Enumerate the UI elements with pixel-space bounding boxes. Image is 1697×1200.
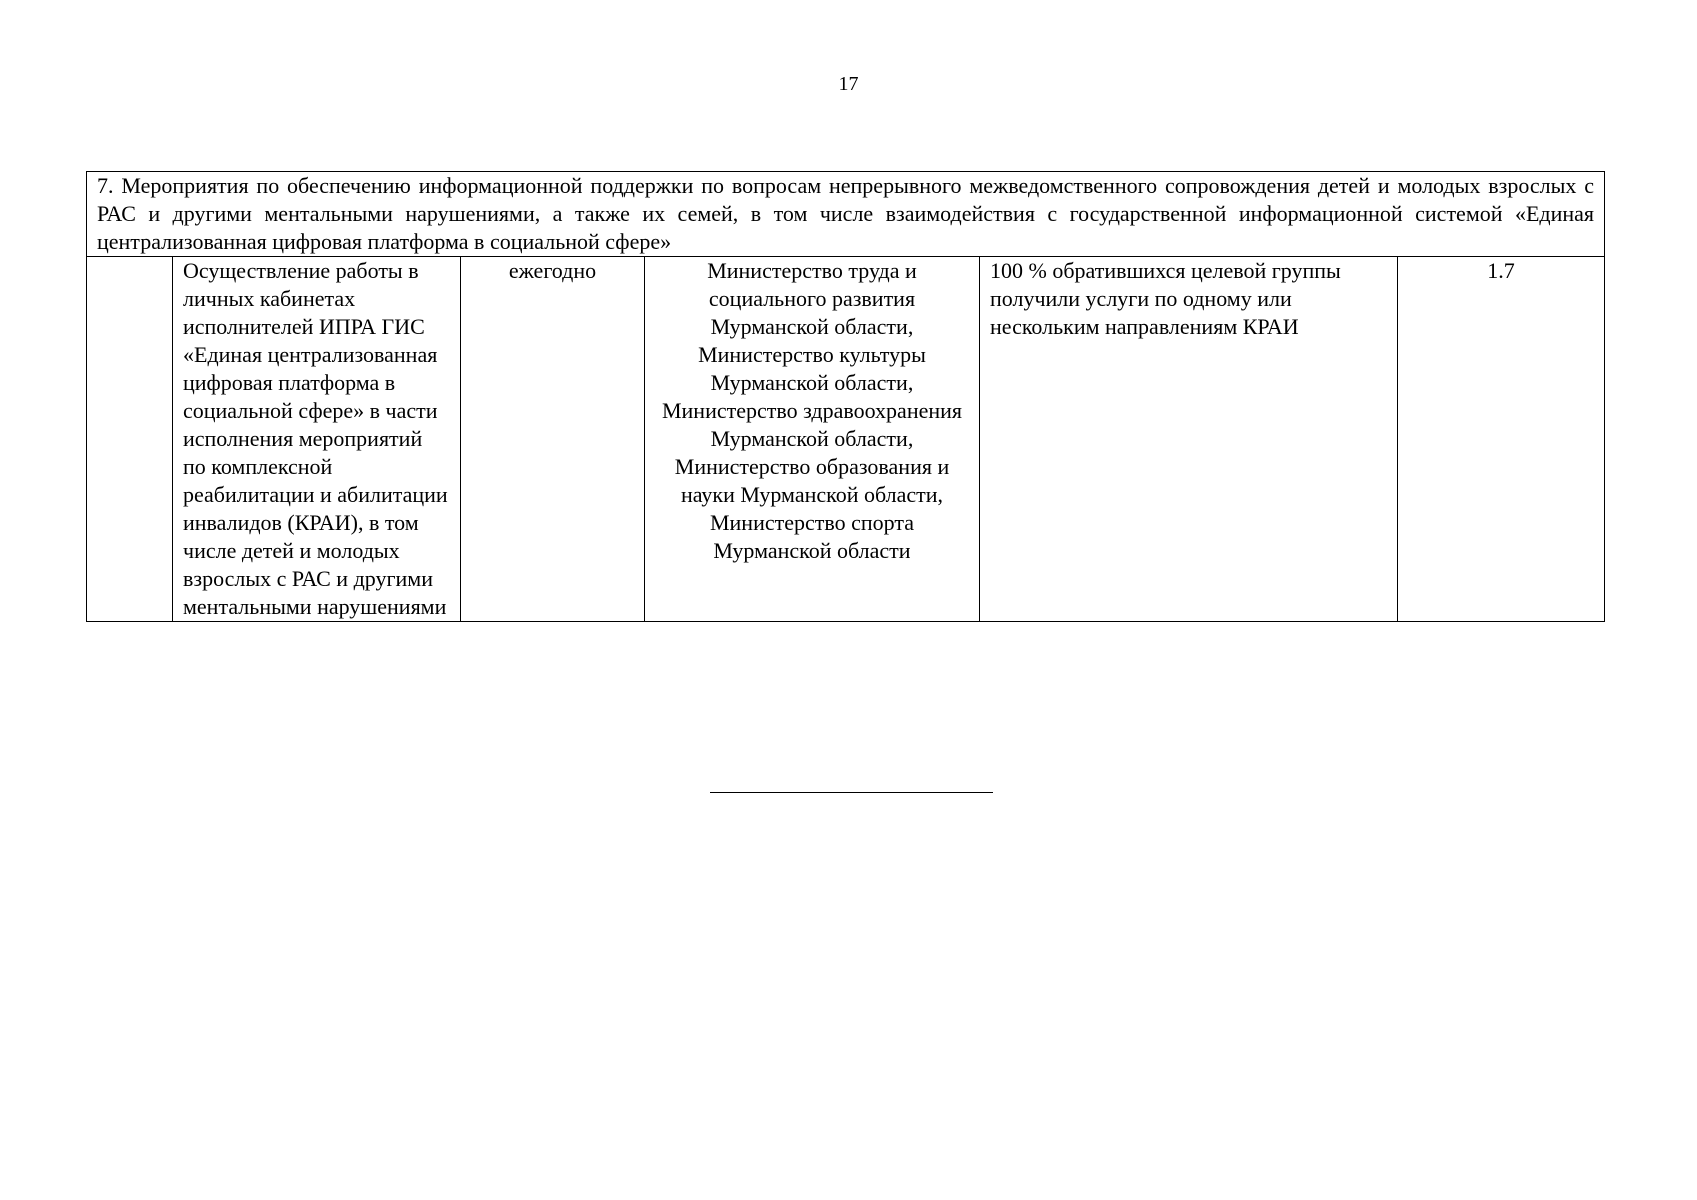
page-number: 17 [838,73,859,95]
executors-cell: Министерство труда и социального развития Мурманской области, Министерство культуры Мурманской области, Министерство здравоохранения Мурманской области, Министерство образования и науки Мурманской области, Министерство спорта Мурманской области [645,257,980,622]
reference-cell: 1.7 [1398,257,1605,622]
period-cell: ежегодно [461,257,645,622]
row-number-cell [87,257,173,622]
measures-table [86,171,1605,622]
table-row [87,257,1605,622]
result-cell: 100 % обратившихся целевой группы получили услуги по одному или нескольким направлениям КРАИ [980,257,1398,622]
activity-cell: Осуществление работы в личных кабинетах исполнителей ИПРА ГИС «Единая централизованная цифровая платформа в социальной сфере» в части исполнения мероприятий по комплексной реабилитации и абилитации инвалидов (КРАИ), в том числе детей и молодых взрослых с РАС и другими ментальными нарушениями [173,257,461,622]
footer-rule [710,792,993,793]
section-heading: 7. Мероприятия по обеспечению информационной поддержки по вопросам непрерывного межведомственного сопровождения детей и молодых взрослых с РАС и другими ментальными нарушениями, а также их семей, в том числе взаимодействия с государственной информационной системой «Единая централизованная цифровая платформа в социальной сфере» [87,172,1605,257]
section-heading-row [87,172,1605,257]
